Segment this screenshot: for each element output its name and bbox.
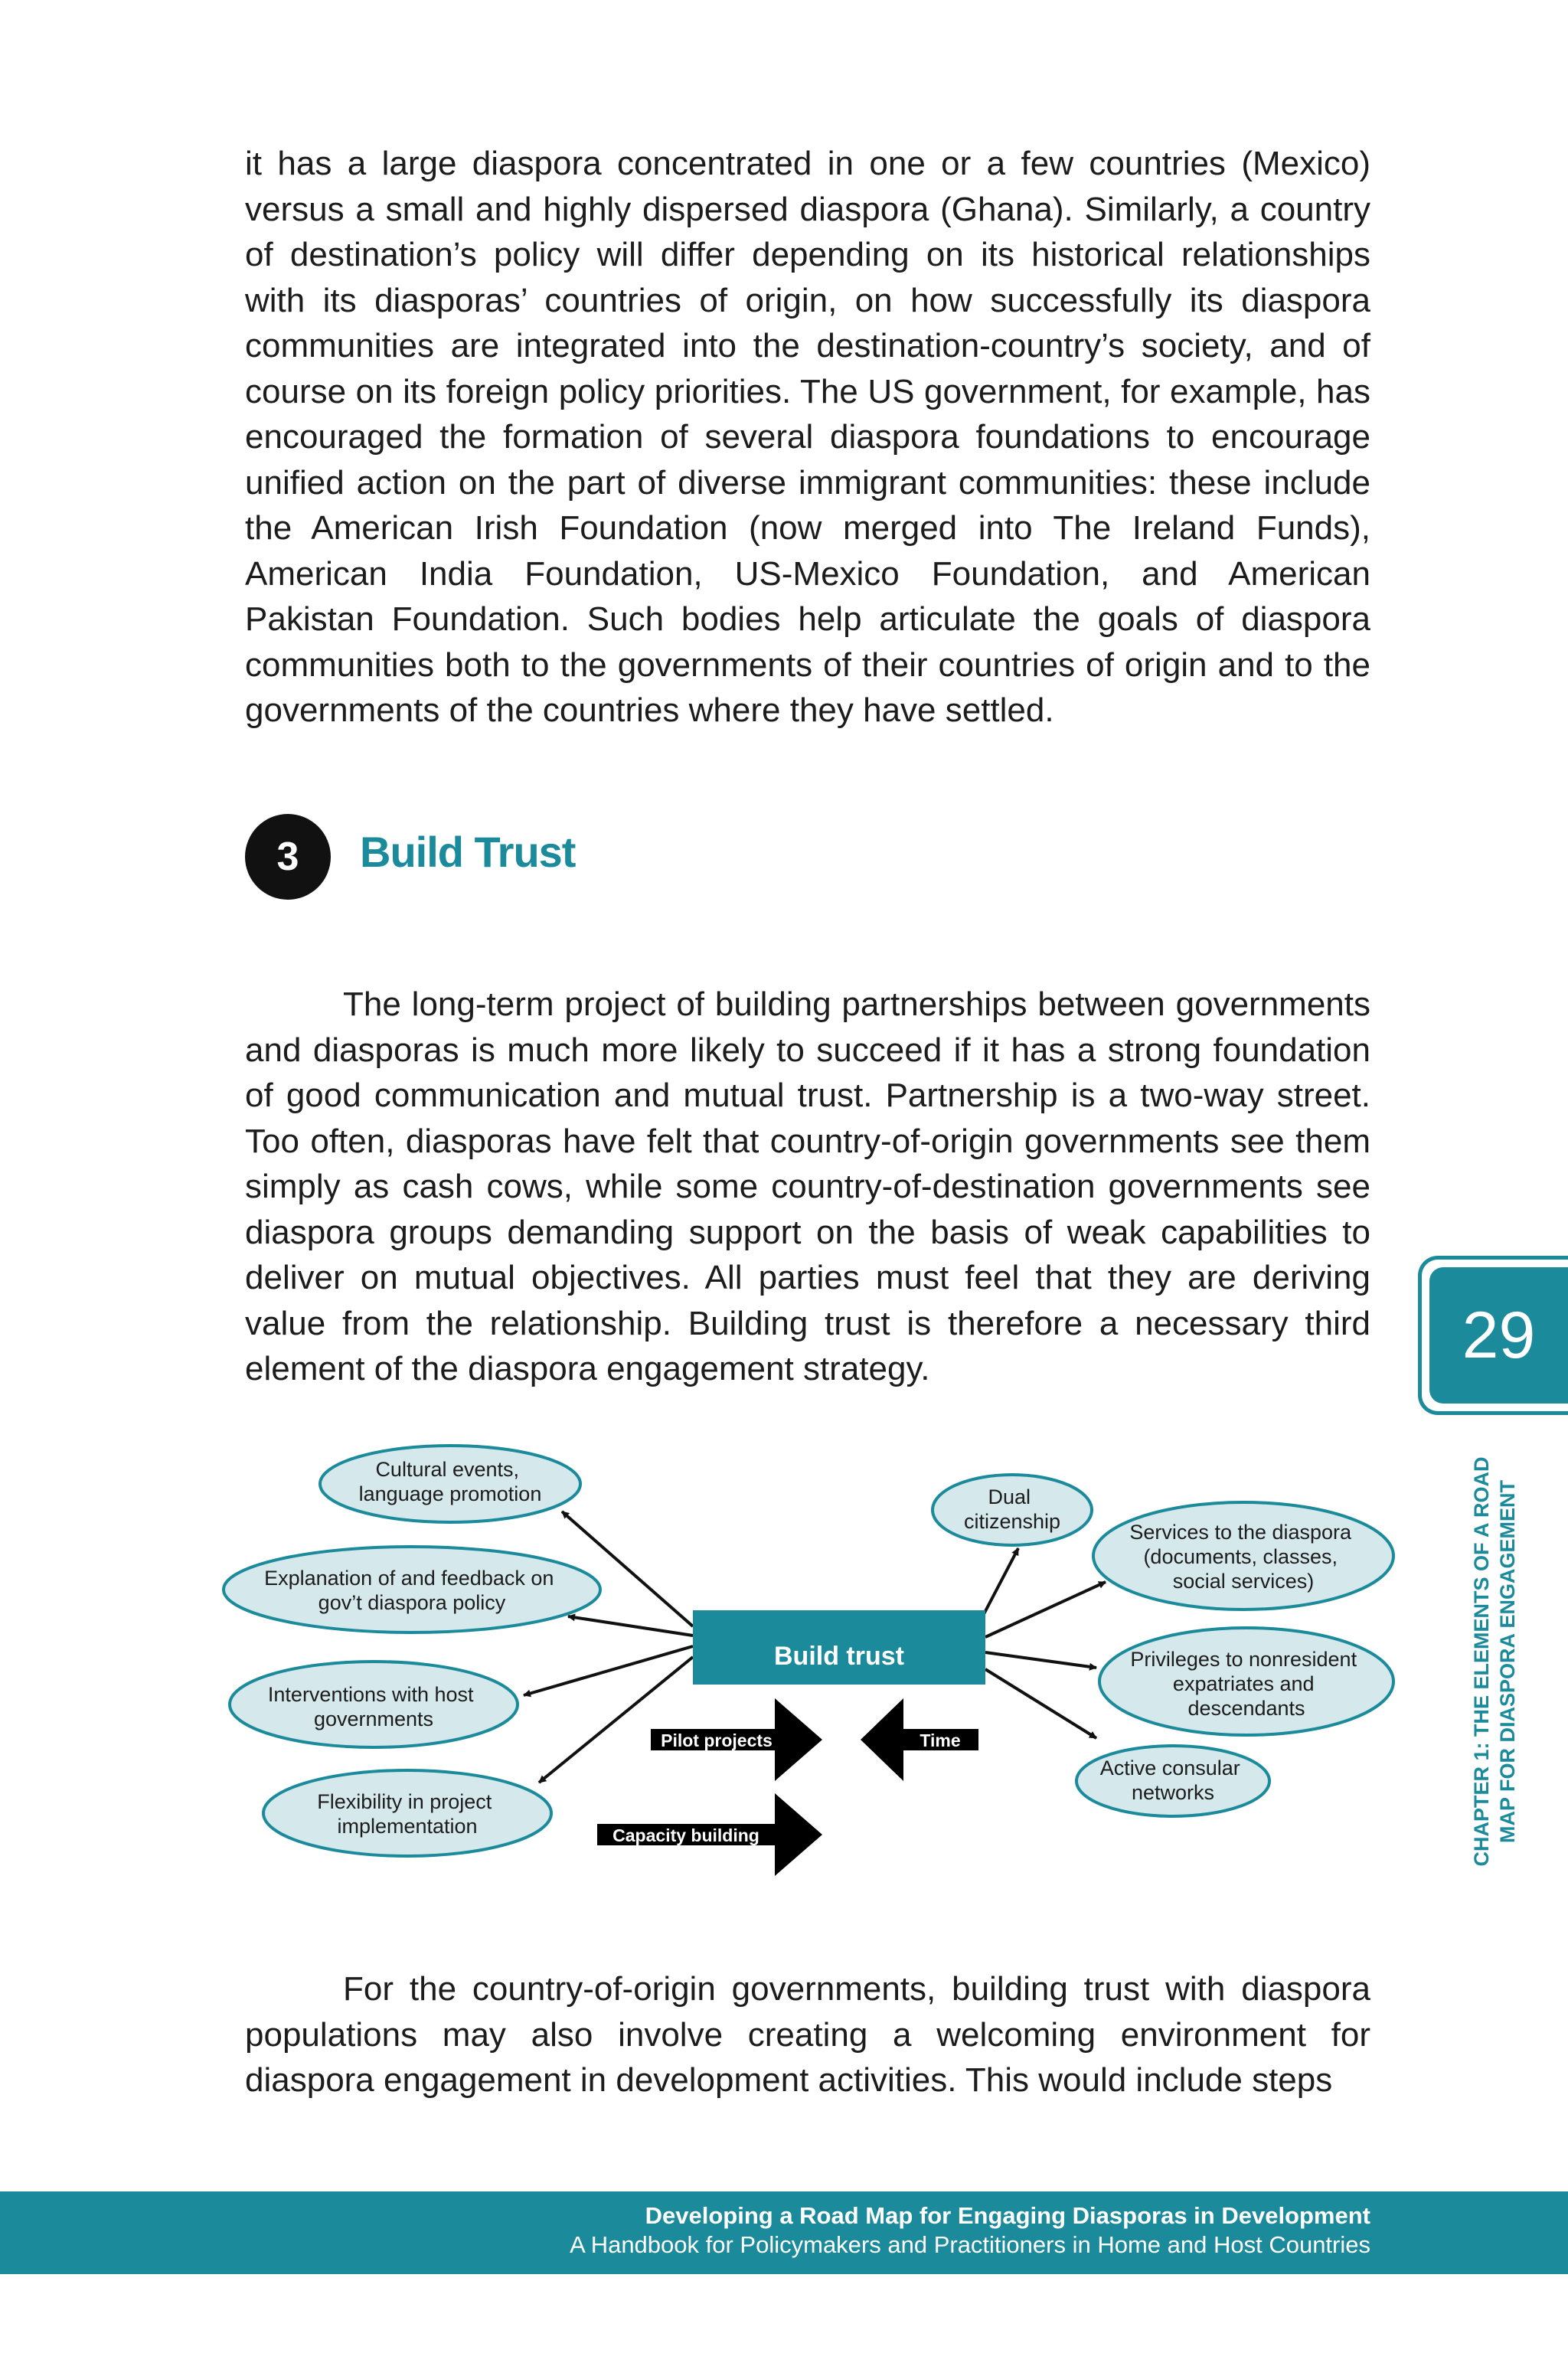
chapter-label-line-1: CHAPTER 1: THE ELEMENTS OF A ROAD bbox=[1470, 1456, 1493, 1867]
footer-band bbox=[0, 2191, 1568, 2274]
section-number-badge: 3 bbox=[245, 814, 331, 900]
node-interventions-host bbox=[230, 1662, 518, 1747]
connector-line bbox=[985, 1669, 1096, 1738]
page-number: 29 bbox=[1429, 1267, 1568, 1404]
diagram-label: citizenship bbox=[963, 1510, 1061, 1533]
diagram-label: Explanation of and feedback on bbox=[264, 1567, 554, 1590]
connector-line bbox=[985, 1582, 1106, 1637]
diagram-label: networks bbox=[1131, 1781, 1215, 1804]
diagram-label: governments bbox=[313, 1708, 434, 1730]
diagram-label: Interventions with host bbox=[267, 1683, 474, 1706]
node-flexibility bbox=[263, 1770, 551, 1856]
node-services-diaspora bbox=[1093, 1502, 1393, 1610]
diagram-label: Services to the diaspora bbox=[1129, 1521, 1352, 1544]
diagram-label: (documents, classes, bbox=[1143, 1545, 1338, 1568]
chapter-side-label bbox=[1450, 1440, 1536, 1884]
footer-subtitle: A Handbook for Policymakers and Practitioners in Home and Host Countries bbox=[570, 2231, 1370, 2258]
diagram-label: Cultural events, bbox=[375, 1458, 520, 1481]
diagram-label: Pilot projects bbox=[661, 1730, 773, 1750]
diagram-label: social services) bbox=[1172, 1570, 1315, 1593]
connector-line bbox=[568, 1616, 693, 1636]
diagram-label: expatriates and bbox=[1172, 1672, 1315, 1695]
time-arrow bbox=[861, 1698, 978, 1781]
body-paragraph-3: For the country-of-origin governments, building trust with diaspora populations may also involve creating a welcoming environment for diaspora engagement in development activities. This would include steps bbox=[245, 1970, 1370, 2099]
footer-title: Developing a Road Map for Engaging Diasporas in Development bbox=[645, 2202, 1370, 2229]
diagram-label: descendants bbox=[1187, 1697, 1305, 1720]
diagram-label: Time bbox=[920, 1730, 961, 1750]
node-ellipse bbox=[224, 1547, 600, 1632]
diagram-label: Dual bbox=[988, 1485, 1031, 1508]
connector-line bbox=[539, 1657, 693, 1783]
diagram-label: gov’t diaspora policy bbox=[318, 1591, 506, 1614]
diagram-label: Capacity building bbox=[612, 1825, 760, 1845]
node-ellipse bbox=[263, 1770, 551, 1856]
diagram-label: Active consular bbox=[1099, 1757, 1240, 1779]
section-title: Build Trust bbox=[360, 828, 576, 876]
center-label: Build trust bbox=[774, 1642, 904, 1671]
node-consular-networks bbox=[1076, 1746, 1269, 1816]
diagram-label: implementation bbox=[337, 1815, 478, 1838]
node-dual-citizenship bbox=[933, 1475, 1092, 1545]
chapter-label-line-2: MAP FOR DIASPORA ENGAGEMENT bbox=[1496, 1479, 1519, 1844]
body-paragraph-2: The long-term project of building partnerships between governments and diasporas is much more likely to succeed if it has a strong foundation of good communication and mutual trust. Partnership is a two-way street. Too often, diasporas have felt that country-of-origin governments see them simply as cash cows, while some country-of-destination governments see diaspora groups demanding support on the basis of weak capabilities to deliver on mutual objectives. All parties must feel that they are deriving value from the relationship. Building trust is therefore a necessary third element of the diaspora engagement strategy. bbox=[245, 985, 1370, 1387]
capacity-building-arrow bbox=[597, 1793, 822, 1876]
diagram-label: language promotion bbox=[358, 1482, 542, 1505]
diagram-label: Privileges to nonresident bbox=[1130, 1648, 1357, 1671]
body-paragraph-1: it has a large diaspora concentrated in one or a few countries (Mexico) versus a small and highly dispersed diaspora (Ghana). Similarly, a country of destination’s policy will differ depending on its historical relationships with its diasporas’ countries of origin, on how successfully its diaspora communities are integrated into the destination-country’s society, and of course on its foreign policy priorities. The US government, for example, has encouraged the formation of several diaspora foundations to encourage unified action on the part of diverse immigrant communities: these include the American Irish Foundation (now merged into The Ireland Funds), American India Foundation, US-Mexico Foundation, and American Pakistan Foundation. Such bodies help articulate the goals of diaspora communities both to the governments of their countries of origin and to the governments of the countries where they have settled. bbox=[245, 145, 1370, 729]
connector-line bbox=[984, 1548, 1018, 1614]
connector-line bbox=[524, 1646, 693, 1695]
node-privileges bbox=[1099, 1628, 1393, 1735]
diagram-label: Flexibility in project bbox=[317, 1790, 492, 1813]
page-number-tab bbox=[1418, 1256, 1568, 1415]
pilot-projects-arrow bbox=[651, 1698, 822, 1781]
node-explanation-feedback bbox=[224, 1547, 600, 1632]
connector-line bbox=[985, 1652, 1096, 1668]
node-cultural-events bbox=[320, 1446, 580, 1522]
